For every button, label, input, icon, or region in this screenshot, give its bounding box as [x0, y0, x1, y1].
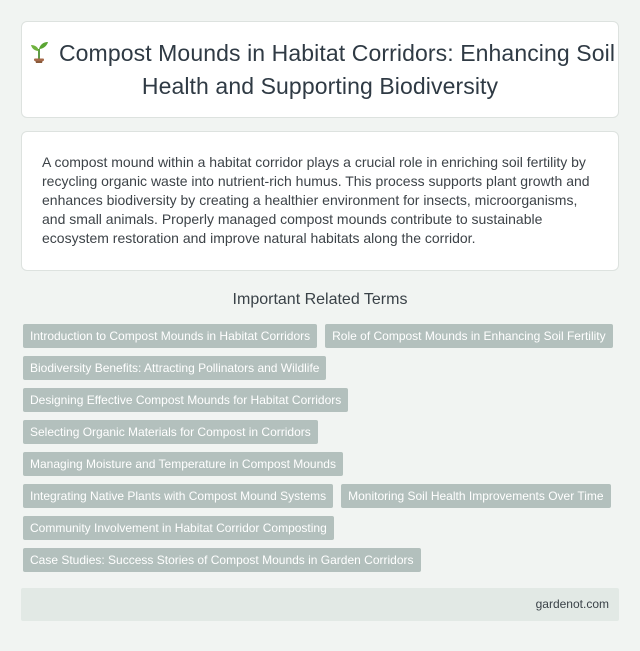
description-card — [21, 131, 619, 271]
sprout-icon — [25, 40, 53, 64]
description-text: A compost mound within a habitat corridor plays a crucial role in enriching soil fertility by recycling organic waste into nutrient-rich humus. This process supports plant growth and enhances biodiversity by creating a healthier environment for insects, microorganisms, and small animals. Properly managed compost mounds contribute to sustainable ecosystem restoration and improve natural habitats along the corridor. — [42, 154, 590, 246]
page-title — [22, 37, 618, 103]
term-tag[interactable]: Designing Effective Compost Mounds for Habitat Corridors — [23, 388, 348, 412]
term-tag[interactable]: Managing Moisture and Temperature in Compost Mounds — [23, 452, 343, 476]
related-terms-list — [23, 324, 623, 572]
page-title-text: Compost Mounds in Habitat Corridors: Enhancing Soil Health and Supporting Biodiversity — [58, 39, 616, 99]
term-tag[interactable]: Monitoring Soil Health Improvements Over Time — [341, 484, 610, 508]
related-terms-heading: Important Related Terms — [232, 291, 408, 308]
term-tag[interactable]: Biodiversity Benefits: Attracting Pollinators and Wildlife — [23, 356, 326, 380]
term-tag[interactable]: Role of Compost Mounds in Enhancing Soil Fertility — [325, 324, 612, 348]
title-card — [21, 21, 619, 118]
term-tag[interactable]: Integrating Native Plants with Compost Mound Systems — [23, 484, 333, 508]
term-tag[interactable]: Community Involvement in Habitat Corridor Composting — [23, 516, 334, 540]
term-tag[interactable]: Case Studies: Success Stories of Compost Mounds in Garden Corridors — [23, 548, 421, 572]
footer — [21, 588, 619, 621]
term-tag[interactable]: Selecting Organic Materials for Compost in Corridors — [23, 420, 318, 444]
term-tag[interactable]: Introduction to Compost Mounds in Habitat Corridors — [23, 324, 317, 348]
footer-site-link[interactable]: gardenot.com — [535, 597, 609, 611]
